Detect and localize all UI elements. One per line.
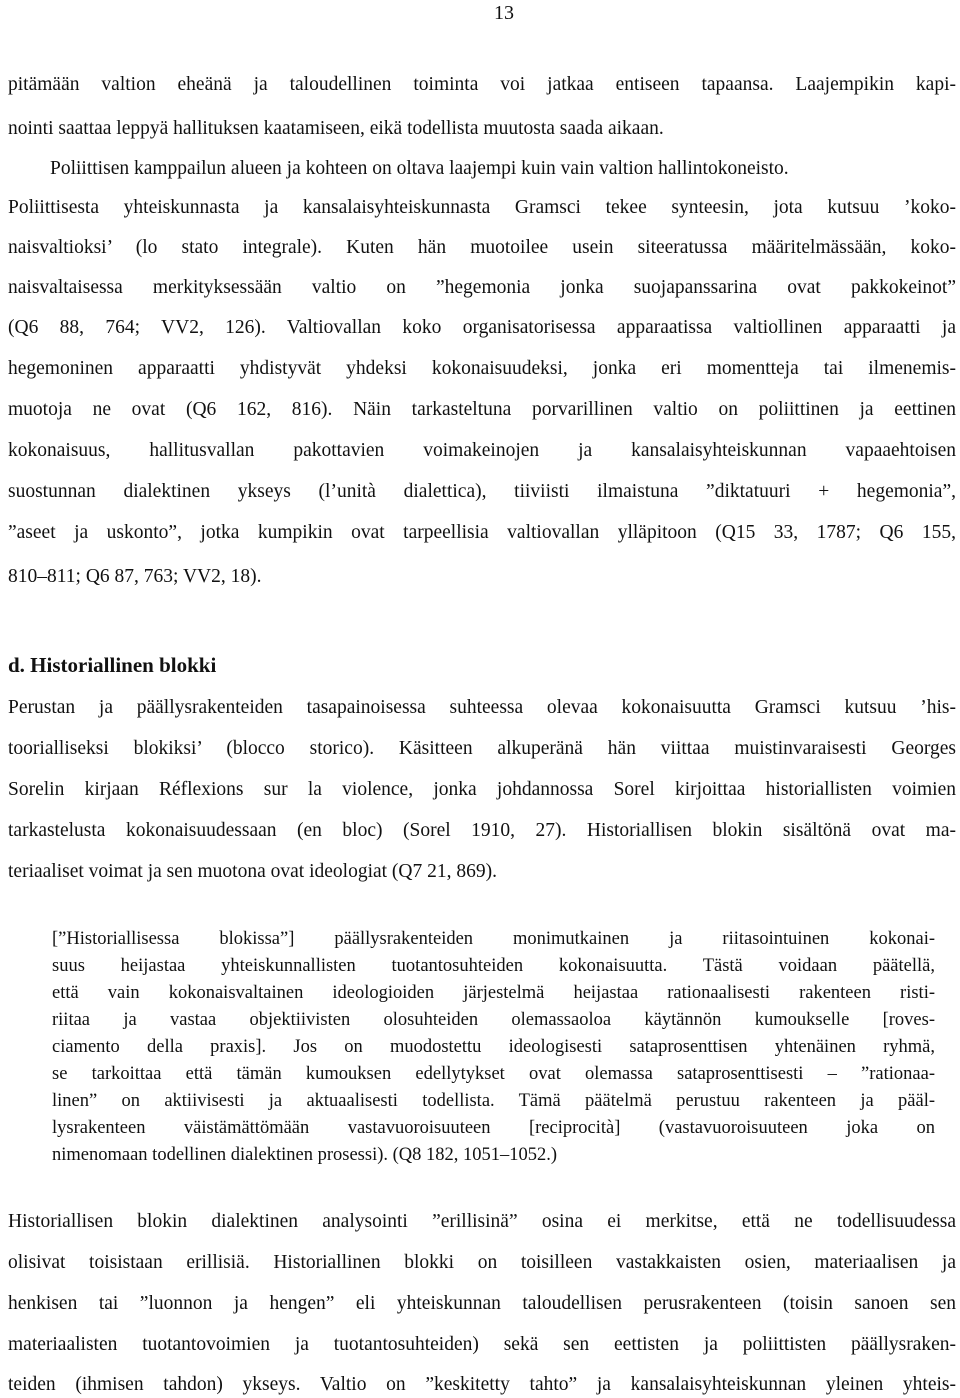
- text-line: Historiallisen blokin dialektinen analysointi ”erillisinä” osina ei merkitse, että ne todellisuudessa: [8, 1211, 956, 1232]
- text-line: olisivat toisistaan erillisiä. Historiallinen blokki on toisilleen vastakkaisten osien, materiaalisen ja: [8, 1252, 956, 1273]
- text-line: tarkastelusta kokonaisuudessaan (en bloc) (Sorel 1910, 27). Historiallisen blokin sisältönä ovat ma-: [8, 820, 956, 841]
- text-line: pitämään valtion eheänä ja taloudellinen toiminta voi jatkaa entiseen tapaansa. Laajempikin kapi-: [8, 74, 956, 95]
- text-line: teiden (ihmisen tahdon) ykseys. Valtio on ”keskitetty tahto” ja kansalaisyhteiskunnan yleinen yhteis-: [8, 1374, 956, 1395]
- quote-line: nimenomaan todellinen dialektinen prosessi). (Q8 182, 1051–1052.): [52, 1145, 558, 1165]
- text-line: henkisen tai ”luonnon ja hengen” eli yhteiskunnan taloudellisen perusrakenteen (toisin sanoen sen: [8, 1293, 956, 1314]
- text-line: nointi saattaa leppyä hallituksen kaatamiseen, eikä todellista muutosta saada aikaan.: [8, 118, 664, 139]
- quote-line: [”Historiallisessa blokissa”] päällysrakenteiden monimutkainen ja riitasointuinen kokonai-: [52, 929, 935, 949]
- quote-line: suus heijastaa yhteiskunnallisten tuotantosuhteiden kokonaisuutta. Tästä voidaan päätellä,: [52, 956, 935, 976]
- text-line: kokonaisuus, hallitusvallan pakottavien voimakeinojen ja kansalaisyhteiskunnan vapaaehtoisen: [8, 440, 956, 461]
- text-line: Sorelin kirjaan Réflexions sur la violence, jonka johdannossa Sorel kirjoittaa historiallisten voimien: [8, 779, 956, 800]
- text-line: Perustan ja päällysrakenteiden tasapainoisessa suhteessa olevaa kokonaisuutta Gramsci kutsuu ’his-: [8, 697, 956, 718]
- text-line: materiaalisten tuotantovoimien ja tuotantosuhteiden) sekä sen eettisten ja poliittisten päällysraken-: [8, 1334, 956, 1355]
- text-line: naisvaltioksi’ (lo stato integrale). Kuten hän muotoilee usein siteeratussa määritelmässään, koko-: [8, 237, 956, 258]
- text-line: (Q6 88, 764; VV2, 126). Valtiovallan koko organisatorisessa apparaatissa valtiollinen apparaatti ja: [8, 317, 956, 338]
- text-line: teriaaliset voimat ja sen muotona ovat ideologiat (Q7 21, 869).: [8, 861, 498, 882]
- quote-line: ciamento della praxis]. Jos on muodostettu ideologisesti sataprosenttisen yhtenäinen ryhmä,: [52, 1037, 935, 1057]
- quote-line: linen” on aktiivisesti ja aktuaalisesti todellista. Tämä päätelmä perustuu rakenteen ja pääl-: [52, 1091, 935, 1111]
- page-number: 13: [494, 2, 514, 24]
- text-line: ”aseet ja uskonto”, jotka kumpikin ovat tarpeellisia valtiovallan ylläpitoon (Q15 33, 1787; Q6 155,: [8, 522, 956, 543]
- quote-line: riitaa ja vastaa objektiivisten olosuhteiden olemassaoloa käytännön kumoukselle [roves-: [52, 1010, 935, 1030]
- section-heading: d. Historiallinen blokki: [8, 653, 217, 677]
- text-line: naisvaltaisessa merkityksessään valtio on ”hegemonia jonka suojapanssarina ovat pakkokeinot”: [8, 277, 956, 298]
- text-line: suostunnan dialektinen ykseys (l’unità dialettica), tiiviisti ilmaistuna ”diktatuuri + hegemonia”,: [8, 481, 956, 502]
- text-line: Poliittisesta yhteiskunnasta ja kansalaisyhteiskunnasta Gramsci tekee synteesin, jota kutsuu ’koko-: [8, 197, 956, 218]
- quote-line: että vain kokonaisvaltainen ideologioiden järjestelmä heijastaa rationaalisesti rakenteen risti-: [52, 983, 935, 1003]
- text-line: 810–811; Q6 87, 763; VV2, 18).: [8, 566, 262, 587]
- quote-line: lysrakenteen väistämättömään vastavuoroisuuteen [reciprocità] (vastavuoroisuuteen joka on: [52, 1118, 935, 1138]
- text-line: hegemoninen apparaatti yhdistyvät yhdeksi kokonaisuudeksi, jonka eri momentteja tai ilmenemis-: [8, 358, 956, 379]
- text-line: Poliittisen kamppailun alueen ja kohteen on oltava laajempi kuin vain valtion hallintokoneisto.: [50, 158, 789, 179]
- quote-line: se tarkoittaa että tämän kumouksen edellytykset ovat olemassa sataprosenttisesti – ”rationaa-: [52, 1064, 935, 1084]
- text-line: toorialliseksi blokiksi’ (blocco storico). Käsitteen alkuperänä hän viittaa muistinvaraisesti Georges: [8, 738, 956, 759]
- text-line: muotoja ne ovat (Q6 162, 816). Näin tarkasteltuna porvarillinen valtio on poliittinen ja eettinen: [8, 399, 956, 420]
